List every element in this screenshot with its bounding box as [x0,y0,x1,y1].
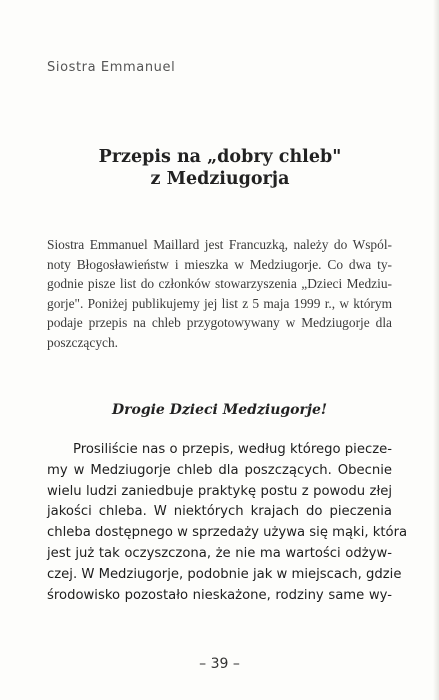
intro-line: noty Błogosławieństw i mieszka w Medziugorje. Co dwa ty- [47,256,392,272]
page-number: – 39 – [199,656,240,672]
letter-line: chleba dostępnego w sprzedaży używa się mąki, która [47,525,408,541]
letter-line: środowisko pozostało nieskażone, rodziny same wy- [47,587,392,603]
letter-line: jakości chleba. W niektórych krajach do pieczenia [47,504,392,520]
running-head: Siostra Emmanuel [47,60,176,75]
intro-line: godnie pisze list do członków stowarzyszenia „Dzieci Medziu- [47,276,392,292]
letter-line: jest już tak oczyszczona, że nie ma wartości odżyw- [47,545,392,561]
letter-line: my w Medziugorje chleb dla poszczących. Obecnie [47,462,392,478]
intro-line: Siostra Emmanuel Maillard jest Francuzką, należy do Wspól- [47,237,392,252]
chapter-title-line-2: z Medziugorja [150,169,290,189]
intro-line: gorje". Poniżej publikujemy jej list z 5 maja 1999 r., w którym [47,295,392,311]
letter-line: Prosiliście nas o przepis, według którego piecze- [73,442,392,457]
chapter-title [60,146,380,190]
letter-salutation: Drogie Dzieci Medziugorje! [111,402,328,418]
intro-paragraph [47,235,392,353]
intro-line: poszczących. [47,334,119,350]
chapter-title-line-1: Przepis na „dobry chleb" [98,147,342,167]
page-edge-shadow [433,0,439,700]
letter-line: czej. W Medziugorje, podobnie jak w miejscach, gdzie [47,566,402,582]
intro-line: podaje przepis na chleb przygotowywany w Medziugorje dla [47,315,392,331]
letter-body [47,440,408,606]
letter-line: wielu ludzi zaniedbuje praktykę postu z powodu złej [47,483,392,499]
